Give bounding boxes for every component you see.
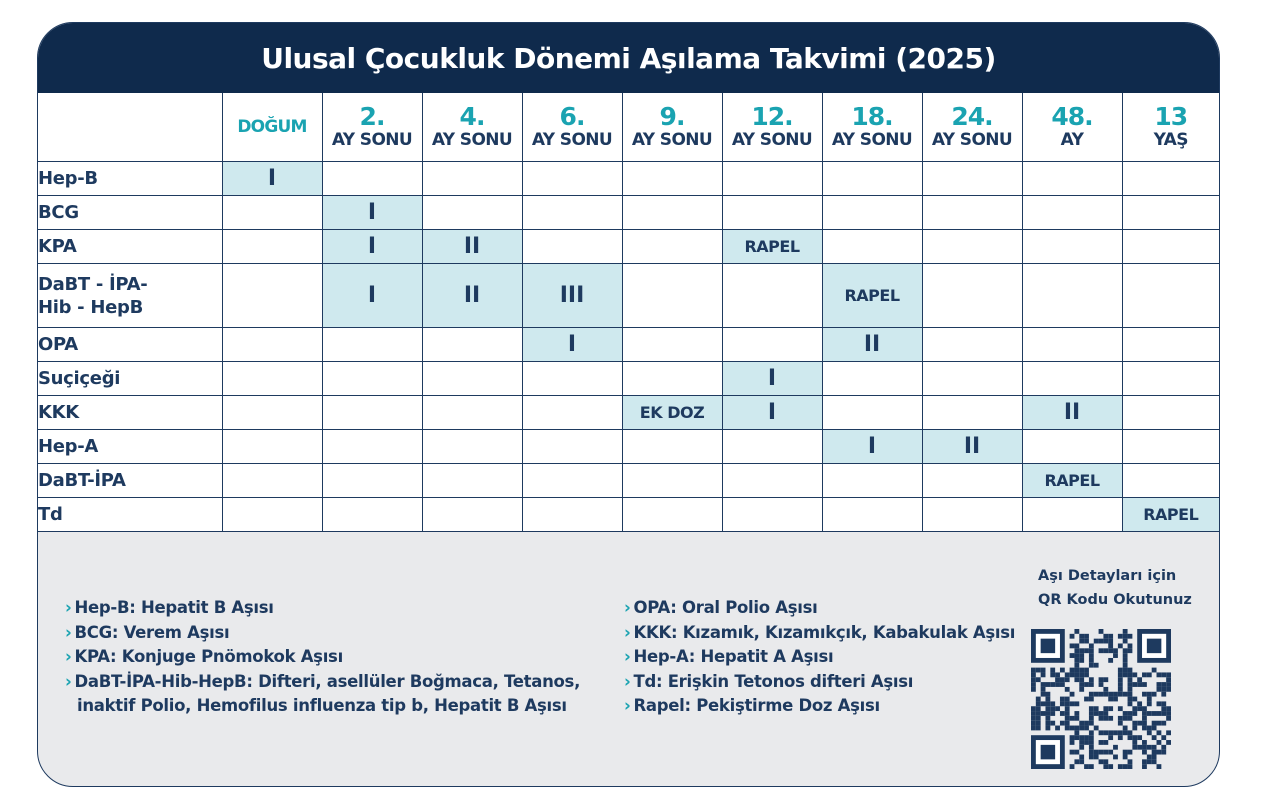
empty-cell xyxy=(422,430,522,464)
empty-cell xyxy=(1122,362,1219,396)
chevron-right-icon: › xyxy=(624,696,631,715)
vaccine-row xyxy=(38,264,1219,328)
empty-cell xyxy=(222,464,322,498)
empty-cell xyxy=(422,498,522,532)
empty-cell xyxy=(622,328,722,362)
age-header xyxy=(222,93,322,162)
empty-cell xyxy=(1022,196,1122,230)
empty-cell xyxy=(622,162,722,196)
empty-cell xyxy=(922,328,1022,362)
empty-cell xyxy=(622,430,722,464)
empty-cell xyxy=(522,362,622,396)
empty-cell xyxy=(822,162,922,196)
empty-cell xyxy=(1022,498,1122,532)
legend-item xyxy=(624,596,1015,621)
vaccine-name: Hep-A xyxy=(38,430,222,464)
dose-cell: I xyxy=(722,396,822,430)
empty-cell xyxy=(922,464,1022,498)
vaccine-name: Td xyxy=(38,498,222,532)
empty-cell xyxy=(1022,230,1122,264)
age-header xyxy=(422,93,522,162)
age-header xyxy=(322,93,422,162)
age-header xyxy=(922,93,1022,162)
age-number: 13 xyxy=(1154,102,1188,131)
qr-caption xyxy=(1038,564,1192,612)
vaccine-name: DaBT-İPA xyxy=(38,464,222,498)
dose-cell: II xyxy=(1022,396,1122,430)
age-unit: AY SONU xyxy=(731,130,813,150)
age-unit: AY SONU xyxy=(931,130,1013,150)
vaccine-row xyxy=(38,162,1219,196)
dose-cell: I xyxy=(222,162,322,196)
vaccine-name: KKK xyxy=(38,396,222,430)
vaccine-row xyxy=(38,396,1219,430)
dose-cell: III xyxy=(522,264,622,328)
empty-cell xyxy=(422,396,522,430)
age-header xyxy=(622,93,722,162)
age-number: 48. xyxy=(1051,102,1093,131)
age-unit: YAŞ xyxy=(1153,130,1188,150)
legend-item xyxy=(624,645,1015,670)
age-unit: AY SONU xyxy=(331,130,413,150)
legend-item xyxy=(65,596,580,621)
age-unit: AY SONU xyxy=(831,130,913,150)
empty-cell xyxy=(222,362,322,396)
chevron-right-icon: › xyxy=(65,671,72,691)
legend-text: OPA: Oral Polio Aşısı xyxy=(633,598,818,617)
empty-cell xyxy=(722,196,822,230)
age-unit: AY SONU xyxy=(631,130,713,150)
vaccination-schedule-card xyxy=(37,22,1220,787)
empty-cell xyxy=(622,196,722,230)
dose-cell: I xyxy=(822,430,922,464)
corner-cell xyxy=(38,93,222,162)
empty-cell xyxy=(522,162,622,196)
empty-cell xyxy=(522,230,622,264)
legend-item xyxy=(65,694,580,719)
empty-cell xyxy=(322,362,422,396)
empty-cell xyxy=(322,396,422,430)
empty-cell xyxy=(922,162,1022,196)
legend-item xyxy=(624,694,1015,719)
dose-cell: I xyxy=(322,196,422,230)
empty-cell xyxy=(822,230,922,264)
age-number: 2. xyxy=(359,102,385,131)
chevron-right-icon: › xyxy=(624,598,631,617)
empty-cell xyxy=(322,464,422,498)
vaccine-name: OPA xyxy=(38,328,222,362)
empty-cell xyxy=(1022,162,1122,196)
dose-cell: II xyxy=(822,328,922,362)
qr-caption-line2: QR Kodu Okutunuz xyxy=(1038,592,1192,608)
dose-cell: RAPEL xyxy=(1122,498,1219,532)
empty-cell xyxy=(922,196,1022,230)
empty-cell xyxy=(322,328,422,362)
vaccine-name: KPA xyxy=(38,230,222,264)
vaccine-row xyxy=(38,328,1219,362)
empty-cell xyxy=(622,264,722,328)
empty-cell xyxy=(722,162,822,196)
empty-cell xyxy=(522,196,622,230)
empty-cell xyxy=(422,362,522,396)
age-unit: AY SONU xyxy=(431,130,513,150)
age-header xyxy=(1122,93,1219,162)
dose-cell: II xyxy=(922,430,1022,464)
vaccine-row xyxy=(38,464,1219,498)
chevron-right-icon: › xyxy=(65,622,72,642)
empty-cell xyxy=(822,498,922,532)
legend-text: DaBT-İPA-Hib-HepB: Difteri, asellüler Boğmaca, Tetanos, xyxy=(74,671,581,691)
empty-cell xyxy=(222,264,322,328)
empty-cell xyxy=(522,430,622,464)
empty-cell xyxy=(222,396,322,430)
empty-cell xyxy=(522,498,622,532)
empty-cell xyxy=(622,230,722,264)
header-row xyxy=(38,93,1219,162)
age-number: 18. xyxy=(851,102,893,131)
qr-code[interactable] xyxy=(1031,629,1171,769)
chevron-right-icon: › xyxy=(624,622,631,642)
legend-item xyxy=(624,670,1015,695)
dose-cell: I xyxy=(722,362,822,396)
legend-text: Rapel: Pekiştirme Doz Aşısı xyxy=(633,696,880,715)
title-bar xyxy=(38,23,1219,93)
empty-cell xyxy=(922,230,1022,264)
empty-cell xyxy=(922,396,1022,430)
empty-cell xyxy=(322,162,422,196)
legend-text: Hep-B: Hepatit B Aşısı xyxy=(74,598,274,617)
legend-text: Td: Erişkin Tetonos difteri Aşısı xyxy=(633,671,914,691)
dose-cell: RAPEL xyxy=(822,264,922,328)
legend-left xyxy=(65,596,580,719)
vaccine-name: Suçiçeği xyxy=(38,362,222,396)
empty-cell xyxy=(422,328,522,362)
vaccine-name: DaBT - İPA- Hib - HepB xyxy=(38,264,222,328)
age-label: DOĞUM xyxy=(237,117,307,137)
empty-cell xyxy=(622,464,722,498)
age-number: 4. xyxy=(459,102,485,131)
empty-cell xyxy=(1022,264,1122,328)
legend-text: KKK: Kızamık, Kızamıkçık, Kabakulak Aşısı xyxy=(633,622,1016,642)
legend-right xyxy=(624,596,1015,719)
legend-text: Hep-A: Hepatit A Aşısı xyxy=(633,647,834,666)
legend-text: BCG: Verem Aşısı xyxy=(74,622,230,642)
dose-cell: EK DOZ xyxy=(622,396,722,430)
age-header xyxy=(822,93,922,162)
empty-cell xyxy=(1022,328,1122,362)
vaccine-row xyxy=(38,430,1219,464)
age-number: 24. xyxy=(951,102,993,131)
empty-cell xyxy=(1122,396,1219,430)
empty-cell xyxy=(922,362,1022,396)
empty-cell xyxy=(422,162,522,196)
legend-text: KPA: Konjuge Pnömokok Aşısı xyxy=(74,647,343,666)
vaccine-row xyxy=(38,196,1219,230)
dose-cell: I xyxy=(322,264,422,328)
empty-cell xyxy=(222,328,322,362)
chevron-right-icon: › xyxy=(65,598,72,617)
schedule-table xyxy=(38,93,1219,532)
age-number: 6. xyxy=(559,102,585,131)
vaccine-row xyxy=(38,230,1219,264)
dose-cell: I xyxy=(522,328,622,362)
chevron-right-icon: › xyxy=(65,647,72,666)
empty-cell xyxy=(1122,430,1219,464)
dose-cell: I xyxy=(322,230,422,264)
empty-cell xyxy=(1022,430,1122,464)
empty-cell xyxy=(822,362,922,396)
empty-cell xyxy=(822,196,922,230)
age-unit: AY SONU xyxy=(531,130,613,150)
dose-cell: RAPEL xyxy=(722,230,822,264)
empty-cell xyxy=(522,464,622,498)
empty-cell xyxy=(722,328,822,362)
empty-cell xyxy=(722,264,822,328)
age-header xyxy=(722,93,822,162)
empty-cell xyxy=(822,396,922,430)
age-header xyxy=(522,93,622,162)
chevron-right-icon: › xyxy=(624,647,631,666)
empty-cell xyxy=(1122,264,1219,328)
empty-cell xyxy=(722,464,822,498)
legend-item xyxy=(65,621,580,646)
age-number: 9. xyxy=(659,102,685,131)
empty-cell xyxy=(722,498,822,532)
dose-cell: II xyxy=(422,230,522,264)
empty-cell xyxy=(322,430,422,464)
empty-cell xyxy=(522,396,622,430)
qr-caption-line1: Aşı Detayları için xyxy=(1038,568,1177,584)
empty-cell xyxy=(1122,162,1219,196)
legend-item xyxy=(624,621,1015,646)
empty-cell xyxy=(1022,362,1122,396)
empty-cell xyxy=(222,430,322,464)
vaccine-row xyxy=(38,498,1219,532)
empty-cell xyxy=(722,430,822,464)
empty-cell xyxy=(222,230,322,264)
legend-item xyxy=(65,645,580,670)
page-title: Ulusal Çocukluk Dönemi Aşılama Takvimi (2025) xyxy=(261,41,996,75)
empty-cell xyxy=(322,498,422,532)
vaccine-name: Hep-B xyxy=(38,162,222,196)
age-unit: AY xyxy=(1060,130,1084,150)
chevron-right-icon: › xyxy=(624,671,631,691)
empty-cell xyxy=(222,498,322,532)
age-number: 12. xyxy=(751,102,793,131)
age-header xyxy=(1022,93,1122,162)
empty-cell xyxy=(922,498,1022,532)
vaccine-name: BCG xyxy=(38,196,222,230)
legend-text: inaktif Polio, Hemofilus influenza tip b, Hepatit B Aşısı xyxy=(77,696,567,715)
empty-cell xyxy=(422,196,522,230)
empty-cell xyxy=(922,264,1022,328)
empty-cell xyxy=(1122,464,1219,498)
empty-cell xyxy=(822,464,922,498)
empty-cell xyxy=(422,464,522,498)
empty-cell xyxy=(1122,196,1219,230)
empty-cell xyxy=(1122,328,1219,362)
empty-cell xyxy=(622,498,722,532)
dose-cell: RAPEL xyxy=(1022,464,1122,498)
empty-cell xyxy=(622,362,722,396)
vaccine-row xyxy=(38,362,1219,396)
legend-item xyxy=(65,670,580,695)
empty-cell xyxy=(222,196,322,230)
empty-cell xyxy=(1122,230,1219,264)
dose-cell: II xyxy=(422,264,522,328)
